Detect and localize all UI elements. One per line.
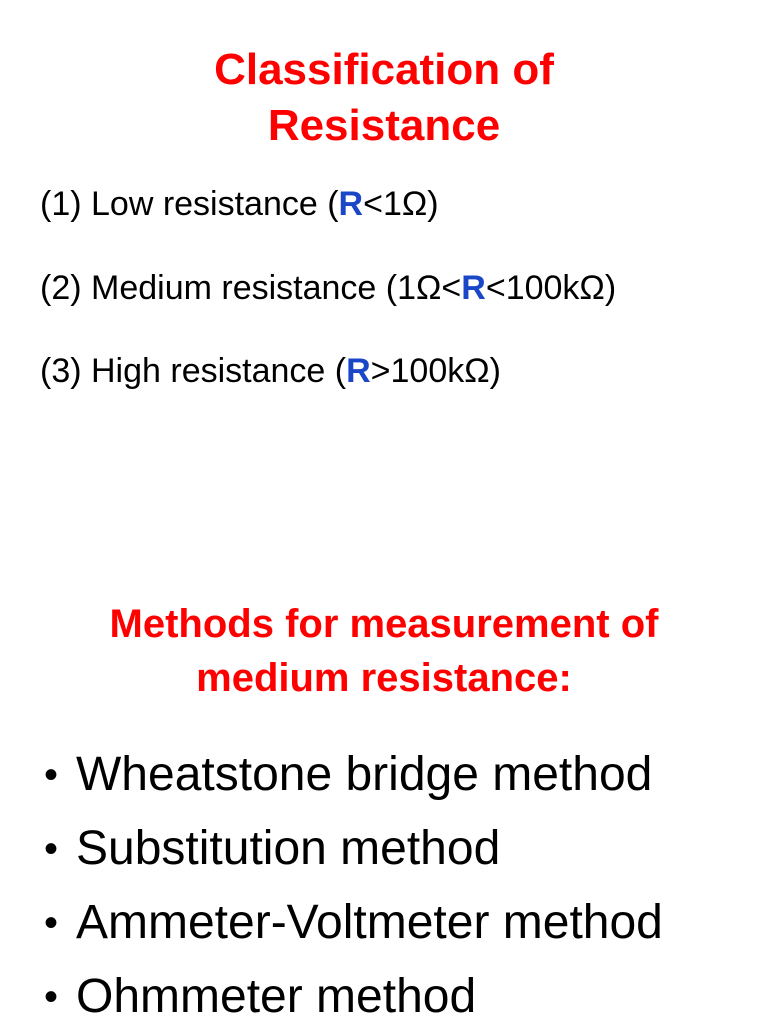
list-item bbox=[44, 812, 663, 886]
method-label: Substitution method bbox=[76, 822, 501, 875]
resistance-symbol: R bbox=[346, 352, 371, 390]
list-item bbox=[44, 960, 663, 1034]
title-line: Resistance bbox=[267, 101, 501, 150]
bullet-icon: • bbox=[44, 753, 59, 797]
method-label: Wheatstone bridge method bbox=[76, 748, 653, 801]
slide-title bbox=[0, 42, 768, 154]
classification-item-medium bbox=[40, 268, 616, 308]
list-item bbox=[44, 738, 663, 812]
list-item bbox=[44, 886, 663, 960]
classification-item-low bbox=[40, 184, 439, 224]
classification-text: >100kΩ) bbox=[370, 352, 501, 390]
heading-line: Methods for measurement of bbox=[109, 602, 659, 646]
classification-text: (3) High resistance ( bbox=[40, 352, 347, 390]
classification-item-high bbox=[40, 351, 501, 391]
classification-text: (2) Medium resistance (1Ω< bbox=[40, 269, 462, 307]
classification-text: (1) Low resistance ( bbox=[40, 185, 339, 223]
methods-list bbox=[44, 738, 663, 1034]
title-line: Classification of bbox=[214, 45, 554, 94]
bullet-icon: • bbox=[44, 975, 59, 1019]
bullet-icon: • bbox=[44, 901, 59, 945]
method-label: Ohmmeter method bbox=[76, 970, 477, 1023]
resistance-symbol: R bbox=[338, 185, 364, 223]
heading-line: medium resistance: bbox=[196, 656, 572, 700]
resistance-symbol: R bbox=[461, 269, 486, 307]
classification-text: <1Ω) bbox=[363, 185, 439, 223]
bullet-icon: • bbox=[44, 827, 59, 871]
classification-text: <100kΩ) bbox=[485, 269, 617, 307]
methods-heading bbox=[0, 597, 768, 705]
method-label: Ammeter-Voltmeter method bbox=[76, 896, 663, 949]
